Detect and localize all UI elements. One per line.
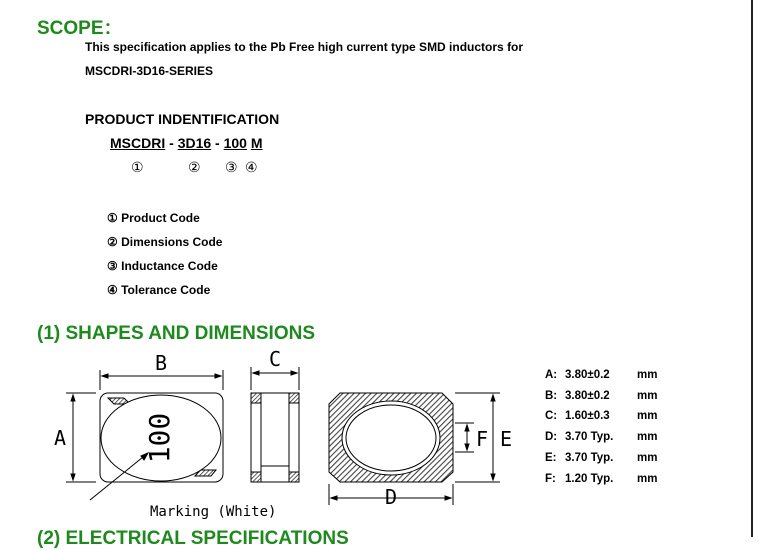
dim-key: F:	[545, 473, 556, 485]
dim-unit: mm	[637, 369, 658, 381]
dim-unit: mm	[637, 473, 658, 485]
label-e: E	[499, 427, 513, 451]
part-number-sep2: -	[211, 135, 224, 151]
code-item-number: ②	[107, 235, 118, 249]
label-b: B	[154, 351, 168, 375]
dim-unit: mm	[637, 390, 658, 402]
part-number-inductance: 100	[223, 135, 247, 151]
dim-value: 1.20 Typ.	[565, 473, 614, 485]
scope-title: SCOPE：	[37, 18, 123, 39]
body-marking: 100	[143, 412, 176, 464]
scope-text-line1: This specification applies to the Pb Free high current type SMD inductors for	[85, 40, 524, 54]
dim-unit: mm	[637, 410, 658, 422]
marking-label: Marking (White)	[150, 504, 277, 520]
code-item-number: ①	[107, 211, 118, 225]
label-f: F	[475, 427, 489, 451]
dim-value: 3.80±0.2	[565, 390, 610, 402]
dim-value: 1.60±0.3	[565, 410, 610, 422]
code-item-label: Tolerance Code	[121, 283, 211, 297]
label-c: C	[268, 347, 282, 371]
dim-value: 3.80±0.2	[565, 369, 610, 381]
page-margin-line	[751, 0, 753, 537]
electrical-title: (2) ELECTRICAL SPECIFICATIONS	[37, 528, 349, 549]
dim-unit: mm	[637, 452, 658, 464]
code-item-number: ④	[107, 283, 118, 297]
part-number-sep1: -	[165, 135, 178, 151]
dim-value: 3.70 Typ.	[565, 452, 614, 464]
dim-key: C:	[545, 410, 558, 422]
part-marker-1: ①	[131, 159, 144, 175]
code-item-label: Product Code	[121, 211, 200, 225]
shapes-title: (1) SHAPES AND DIMENSIONS	[37, 323, 315, 344]
label-a: A	[53, 426, 67, 450]
part-marker-3: ③	[225, 159, 238, 175]
product-id-title: PRODUCT INDENTIFICATION	[85, 111, 280, 127]
label-d: D	[384, 485, 398, 509]
code-item-label: Inductance Code	[121, 259, 218, 273]
dim-value: 3.70 Typ.	[565, 431, 614, 443]
part-number-tolerance: M	[250, 135, 263, 151]
code-item-label: Dimensions Code	[121, 235, 223, 249]
dim-key: E:	[545, 452, 557, 464]
part-marker-4: ④	[245, 159, 258, 175]
code-item-number: ③	[107, 259, 118, 273]
side-view	[251, 367, 299, 482]
part-marker-2: ②	[188, 159, 201, 175]
part-number-dimensions: 3D16	[177, 135, 212, 151]
dim-key: D:	[545, 431, 558, 443]
dim-key: A:	[545, 369, 558, 381]
dim-key: B:	[545, 390, 558, 402]
dim-unit: mm	[637, 431, 658, 443]
part-number-code: MSCDRI	[110, 135, 166, 151]
bottom-view	[329, 393, 500, 505]
scope-text-line2: MSCDRI-3D16-SERIES	[85, 64, 214, 78]
